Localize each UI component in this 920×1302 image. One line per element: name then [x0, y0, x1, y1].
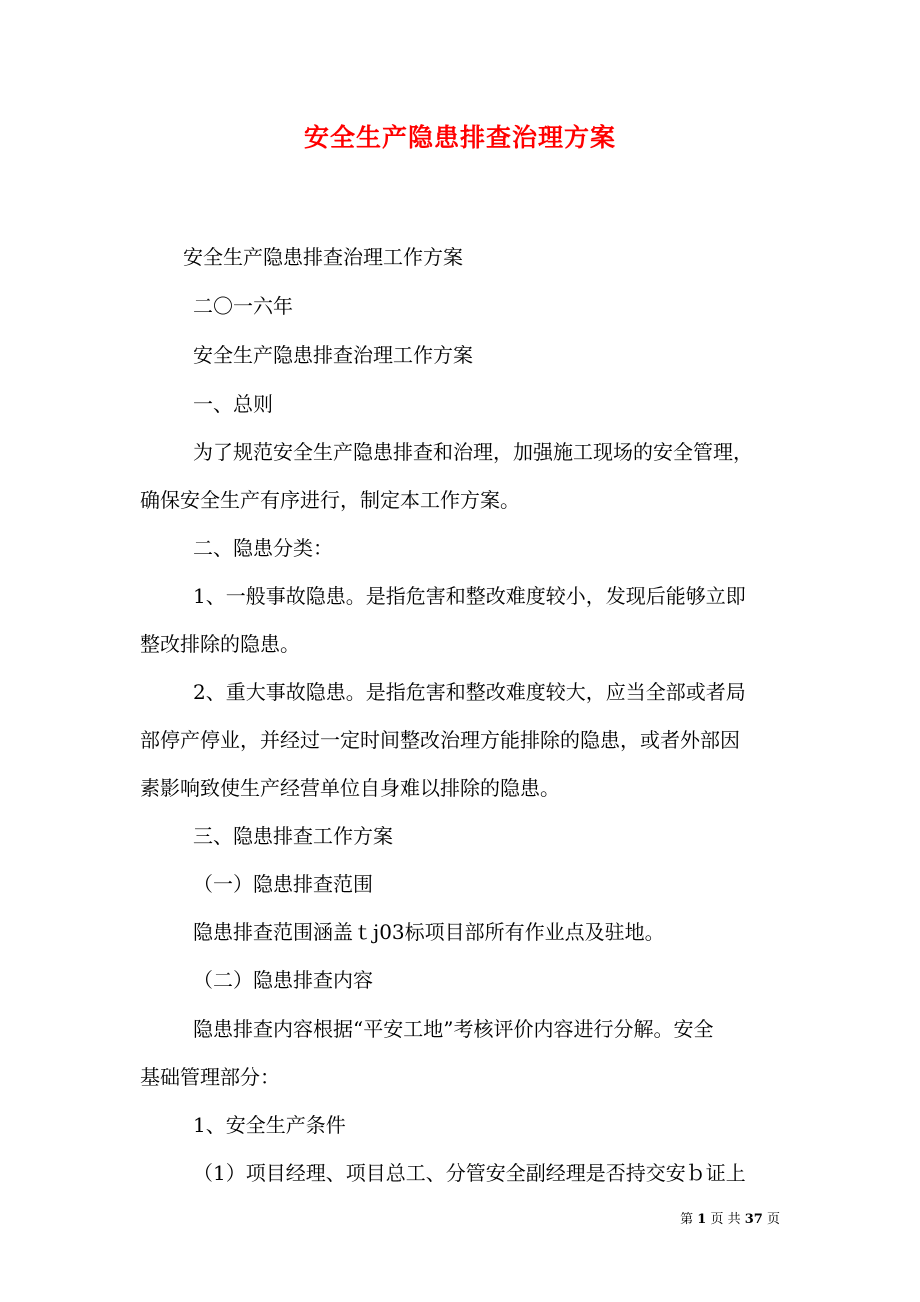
paragraph-line: 2、重大事故隐患。是指危害和整改难度较大，应当全部或者局 [193, 680, 746, 704]
document-title: 安全生产隐患排查治理方案 [303, 123, 616, 152]
footer-suffix: 页 [766, 1212, 780, 1227]
section-heading: 一、总则 [193, 392, 273, 416]
total-page-count: 37 [744, 1212, 763, 1227]
paragraph-line: 隐患排查范围涵盖ｔj03标项目部所有作业点及驻地。 [193, 920, 665, 944]
paragraph-line: 安全生产隐患排查治理工作方案 [183, 245, 463, 269]
paragraph-line: 素影响致使生产经营单位自身难以排除的隐患。 [140, 776, 560, 800]
paragraph-line: 整改排除的隐患。 [140, 632, 300, 656]
paragraph-line: 1、一般事故隐患。是指危害和整改难度较小，发现后能够立即 [193, 584, 746, 608]
paragraph-line: 为了规范安全生产隐患排查和治理，加强施工现场的安全管理， [193, 440, 753, 464]
section-heading: 三、隐患排查工作方案 [193, 824, 393, 848]
page-number-footer [680, 1208, 780, 1227]
paragraph-line: 基础管理部分： [140, 1065, 280, 1089]
current-page-number: 1 [697, 1212, 707, 1227]
paragraph-line: 二〇一六年 [193, 294, 293, 318]
footer-prefix: 第 [680, 1212, 694, 1227]
paragraph-line: 安全生产隐患排查治理工作方案 [193, 343, 473, 367]
subsection-heading: （二）隐患排查内容 [193, 968, 373, 992]
section-heading: 二、隐患分类： [193, 536, 333, 560]
footer-middle: 页 共 [710, 1212, 741, 1227]
paragraph-line: （1）项目经理、项目总工、分管安全副经理是否持交安ｂ证上 [193, 1161, 746, 1185]
paragraph-line: 1、安全生产条件 [193, 1113, 346, 1137]
subsection-heading: （一）隐患排查范围 [193, 872, 373, 896]
paragraph-line: 确保安全生产有序进行，制定本工作方案。 [140, 488, 520, 512]
paragraph-line: 部停产停业，并经过一定时间整改治理方能排除的隐患，或者外部因 [140, 728, 740, 752]
paragraph-line: 隐患排查内容根据“平安工地”考核评价内容进行分解。安全 [193, 1017, 714, 1041]
